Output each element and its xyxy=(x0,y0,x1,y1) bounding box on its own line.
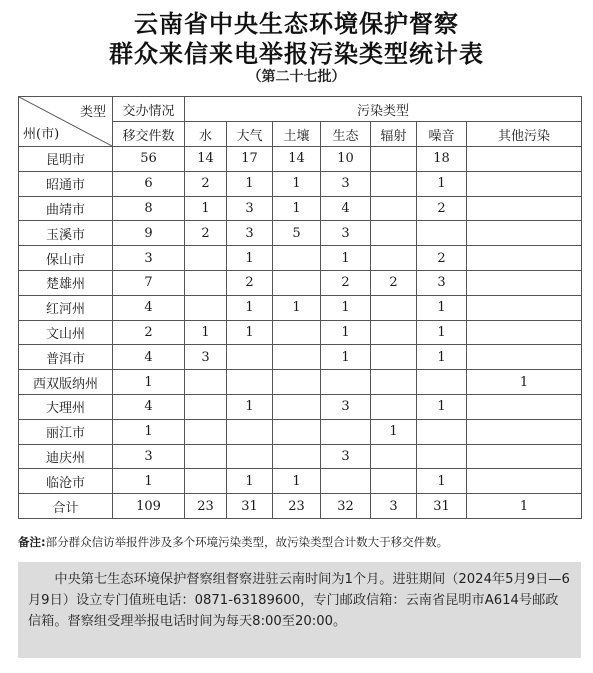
table-cell: 1 xyxy=(185,320,227,345)
table-cell xyxy=(417,370,467,395)
row-city-name: 保山市 xyxy=(19,246,113,271)
table-cell: 3 xyxy=(113,246,185,271)
table-cell: 4 xyxy=(113,394,185,419)
table-cell xyxy=(371,196,417,221)
table-cell: 1 xyxy=(417,171,467,196)
table-row xyxy=(19,171,582,196)
table-cell xyxy=(371,147,417,172)
column-header: 其他污染 xyxy=(467,122,582,147)
corner-city-label: 州(市) xyxy=(23,127,60,142)
table-cell: 1 xyxy=(321,345,371,370)
table-cell: 2 xyxy=(185,171,227,196)
table-cell xyxy=(273,444,321,469)
table-cell xyxy=(467,171,582,196)
table-cell: 2 xyxy=(227,270,273,295)
row-city-name: 大理州 xyxy=(19,394,113,419)
note-text: 部分群众信访举报件涉及多个环境污染类型，故污染类型合计数大于移交件数。 xyxy=(45,535,449,549)
table-cell: 31 xyxy=(227,494,273,519)
page-title-line1: 云南省中央生态环境保护督察 xyxy=(134,10,459,38)
table-cell xyxy=(417,419,467,444)
column-header: 土壤 xyxy=(273,122,321,147)
table-cell: 32 xyxy=(321,494,371,519)
table-cell: 10 xyxy=(321,147,371,172)
table-cell xyxy=(417,444,467,469)
table-cell: 4 xyxy=(321,196,371,221)
table-cell: 4 xyxy=(113,345,185,370)
table-cell: 2 xyxy=(417,196,467,221)
column-header: 辐射 xyxy=(371,122,417,147)
table-cell xyxy=(273,270,321,295)
table-cell: 1 xyxy=(467,494,582,519)
table-cell: 1 xyxy=(371,419,417,444)
table-cell xyxy=(371,320,417,345)
row-city-name: 文山州 xyxy=(19,320,113,345)
table-row xyxy=(19,444,582,469)
table-row xyxy=(19,246,582,271)
page-subtitle: （第二十七批） xyxy=(247,69,346,85)
table-cell xyxy=(371,394,417,419)
table-row xyxy=(19,419,582,444)
table-cell xyxy=(371,444,417,469)
table-cell xyxy=(185,469,227,494)
row-city-name: 丽江市 xyxy=(19,419,113,444)
header-pollution-group: 污染类型 xyxy=(185,97,582,122)
table-cell: 2 xyxy=(321,270,371,295)
column-header: 大气 xyxy=(227,122,273,147)
table-cell: 5 xyxy=(273,221,321,246)
table-cell xyxy=(467,469,582,494)
table-corner-header xyxy=(19,97,113,147)
table-cell xyxy=(227,419,273,444)
table-cell: 23 xyxy=(273,494,321,519)
table-cell xyxy=(321,469,371,494)
table-row xyxy=(19,295,582,320)
table-row xyxy=(19,147,582,172)
table-cell: 3 xyxy=(227,221,273,246)
row-city-name: 普洱市 xyxy=(19,345,113,370)
row-city-name: 昆明市 xyxy=(19,147,113,172)
table-cell xyxy=(417,221,467,246)
table-cell: 8 xyxy=(113,196,185,221)
row-city-name: 迪庆州 xyxy=(19,444,113,469)
table-cell: 1 xyxy=(467,370,582,395)
table-cell: 6 xyxy=(113,171,185,196)
table-cell: 2 xyxy=(371,270,417,295)
table-cell: 1 xyxy=(227,320,273,345)
table-cell: 1 xyxy=(113,370,185,395)
table-cell xyxy=(467,394,582,419)
table-cell: 1 xyxy=(417,320,467,345)
table-cell: 7 xyxy=(113,270,185,295)
row-city-name: 红河州 xyxy=(19,295,113,320)
table-cell: 3 xyxy=(185,345,227,370)
table-cell xyxy=(371,345,417,370)
table-cell xyxy=(371,221,417,246)
table-cell: 3 xyxy=(113,444,185,469)
table-row xyxy=(19,469,582,494)
table-cell xyxy=(371,246,417,271)
corner-type-label: 类型 xyxy=(79,105,106,120)
contact-info-text: 中央第七生态环境保护督察组督察进驻云南时间为1个月。进驻期间（2024年5月9日—6月9日）设立专门值班电话：0871-63189600，专门邮政信箱：云南省昆明市A614号邮政信箱。督察组受理举报电话时间为每天8:00至20:00。 xyxy=(28,572,570,629)
table-cell xyxy=(273,320,321,345)
table-cell xyxy=(273,419,321,444)
table-cell: 17 xyxy=(227,147,273,172)
table-cell: 1 xyxy=(227,394,273,419)
table-cell xyxy=(273,246,321,271)
column-header: 移交件数 xyxy=(113,122,185,147)
table-cell xyxy=(185,270,227,295)
table-cell xyxy=(467,444,582,469)
table-row xyxy=(19,370,582,395)
note-label: 备注: xyxy=(18,535,46,549)
table-cell: 3 xyxy=(227,196,273,221)
table-cell: 1 xyxy=(227,246,273,271)
pollution-statistics-table xyxy=(18,96,582,519)
table-cell: 1 xyxy=(321,295,371,320)
table-cell xyxy=(467,345,582,370)
table-cell: 3 xyxy=(321,444,371,469)
table-cell: 23 xyxy=(185,494,227,519)
table-cell: 109 xyxy=(113,494,185,519)
table-cell: 2 xyxy=(185,221,227,246)
table-cell: 2 xyxy=(417,246,467,271)
contact-info-box xyxy=(18,562,581,658)
table-row xyxy=(19,196,582,221)
table-cell: 2 xyxy=(113,320,185,345)
table-cell xyxy=(321,370,371,395)
table-cell xyxy=(467,147,582,172)
table-cell xyxy=(371,171,417,196)
table-cell xyxy=(467,320,582,345)
table-cell xyxy=(371,370,417,395)
table-cell: 14 xyxy=(185,147,227,172)
table-cell: 1 xyxy=(417,345,467,370)
table-cell xyxy=(467,270,582,295)
table-cell xyxy=(467,419,582,444)
table-cell: 9 xyxy=(113,221,185,246)
table-cell xyxy=(467,246,582,271)
table-cell: 56 xyxy=(113,147,185,172)
table-cell xyxy=(185,394,227,419)
table-row xyxy=(19,320,582,345)
table-cell xyxy=(185,419,227,444)
table-cell: 1 xyxy=(273,196,321,221)
table-row xyxy=(19,270,582,295)
table-cell xyxy=(321,419,371,444)
table-cell xyxy=(467,295,582,320)
table-cell: 3 xyxy=(321,171,371,196)
table-cell: 3 xyxy=(321,394,371,419)
table-cell: 1 xyxy=(321,320,371,345)
table-cell: 1 xyxy=(273,469,321,494)
table-cell: 1 xyxy=(321,246,371,271)
table-cell: 14 xyxy=(273,147,321,172)
table-cell: 3 xyxy=(417,270,467,295)
header-transfer-group: 交办情况 xyxy=(113,97,185,122)
row-city-name: 昭通市 xyxy=(19,171,113,196)
table-cell xyxy=(467,221,582,246)
table-cell xyxy=(227,444,273,469)
row-city-name: 西双版纳州 xyxy=(19,370,113,395)
column-header: 生态 xyxy=(321,122,371,147)
table-cell: 1 xyxy=(113,469,185,494)
table-cell: 3 xyxy=(321,221,371,246)
row-city-name: 楚雄州 xyxy=(19,270,113,295)
table-cell: 1 xyxy=(227,469,273,494)
table-cell: 1 xyxy=(185,196,227,221)
table-cell xyxy=(227,370,273,395)
table-cell xyxy=(227,345,273,370)
row-city-name: 玉溪市 xyxy=(19,221,113,246)
table-cell: 1 xyxy=(273,171,321,196)
row-city-name: 曲靖市 xyxy=(19,196,113,221)
table-cell: 1 xyxy=(113,419,185,444)
table-row xyxy=(19,345,582,370)
table-cell: 1 xyxy=(227,171,273,196)
table-cell xyxy=(273,394,321,419)
table-row xyxy=(19,221,582,246)
table-cell xyxy=(467,196,582,221)
table-cell: 3 xyxy=(371,494,417,519)
column-header: 水 xyxy=(185,122,227,147)
table-note xyxy=(18,534,583,550)
table-cell xyxy=(371,295,417,320)
table-row xyxy=(19,494,582,519)
table-cell xyxy=(371,469,417,494)
table-cell: 1 xyxy=(417,394,467,419)
table-row xyxy=(19,394,582,419)
table-cell xyxy=(273,345,321,370)
table-cell xyxy=(185,295,227,320)
table-cell xyxy=(273,370,321,395)
row-city-name: 合计 xyxy=(19,494,113,519)
table-cell: 31 xyxy=(417,494,467,519)
column-header: 噪音 xyxy=(417,122,467,147)
table-cell xyxy=(185,246,227,271)
table-cell xyxy=(185,444,227,469)
row-city-name: 临沧市 xyxy=(19,469,113,494)
page-title-line2: 群众来信来电举报污染类型统计表 xyxy=(109,40,484,68)
table-cell: 1 xyxy=(227,295,273,320)
table-cell: 1 xyxy=(273,295,321,320)
table-cell: 1 xyxy=(417,295,467,320)
table-cell: 4 xyxy=(113,295,185,320)
table-cell: 1 xyxy=(417,469,467,494)
table-cell: 18 xyxy=(417,147,467,172)
table-cell xyxy=(185,370,227,395)
